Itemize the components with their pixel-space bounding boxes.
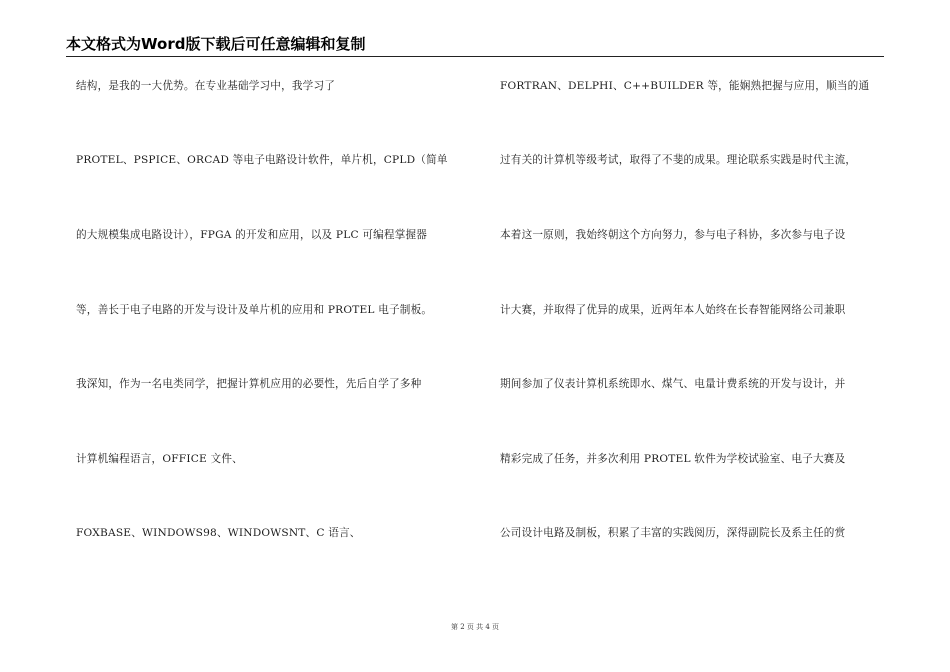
text-line: 精彩完成了任务，并多次利用 PROTEL 软件为学校试验室、电子大赛及 (500, 453, 846, 465)
text-line: 计大赛，并取得了优异的成果，近两年本人始终在长春智能网络公司兼职 (500, 304, 846, 316)
text-line: 本着这一原则，我始终朝这个方向努力，参与电子科协，多次参与电子设 (500, 229, 846, 241)
text-line: 公司设计电路及制板，积累了丰富的实践阅历，深得副院长及系主任的赏 (500, 527, 846, 539)
text-line: PROTEL、PSPICE、ORCAD 等电子电路设计软件，单片机，CPLD（简单 (76, 154, 448, 166)
page-number: 第 2 页 共 4 页 (450, 623, 500, 631)
text-line: 结构，是我的一大优势。在专业基础学习中，我学习了 (76, 80, 336, 92)
text-line: 期间参加了仪表计算机系统即水、煤气、电量计费系统的开发与设计，并 (500, 378, 846, 390)
text-line: 等，善长于电子电路的开发与设计及单片机的应用和 PROTEL 电子制板。 (76, 304, 433, 316)
text-line: 过有关的计算机等级考试，取得了不斐的成果。理论联系实践是时代主流， (500, 154, 857, 166)
text-line: 我深知，作为一名电类同学，把握计算机应用的必要性，先后自学了多种 (76, 378, 422, 390)
text-line: FOXBASE、WINDOWS98、WINDOWSNT、C 语言、 (76, 527, 361, 539)
document-title: 本文格式为Word版下载后可任意编辑和复制 (66, 35, 366, 53)
text-line: FORTRAN、DELPHI、C++BUILDER 等，能娴熟把握与应用，顺当的通 (500, 80, 870, 92)
page-header (66, 34, 884, 57)
text-line: 计算机编程语言，OFFICE 文件、 (76, 453, 243, 465)
text-line: 的大规模集成电路设计），FPGA 的开发和应用，以及 PLC 可编程掌握器 (76, 229, 428, 241)
